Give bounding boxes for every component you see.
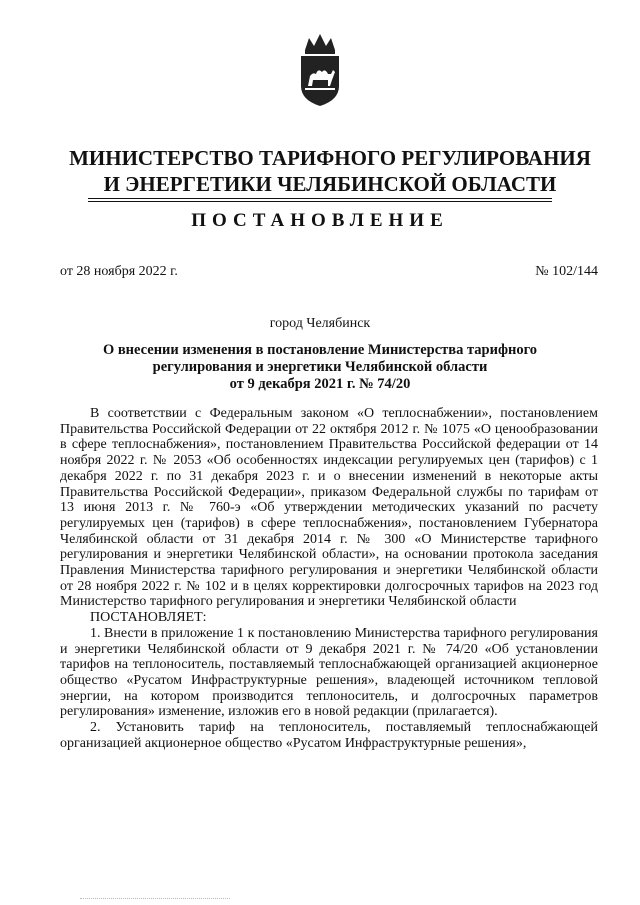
- document-city: город Челябинск: [269, 316, 371, 331]
- document-number: № 102/144: [535, 264, 598, 279]
- item-1-paragraph: 1. Внести в приложение 1 к постановлению Министерства тарифного регулирования и энергетики Челябинской области от 9 декабря 2021 г. № 74/20 «Об установлении тарифов на теплоноситель, поставляемый теплоснабжающей организацией акционерное общество «Русатом Инфраструктурные решения», владеющей источником тепловой энергии, на котором производится теплоноситель, и долгосрочных параметров регулирования» изменение, изложив его в новой редакции (прилагается).: [60, 625, 598, 720]
- document-body: [60, 406, 598, 751]
- item-2-paragraph: 2. Установить тариф на теплоноситель, поставляемый теплоснабжающей организацией акционерное общество «Русатом Инфраструктурные решения»,: [60, 720, 598, 751]
- preamble-paragraph: В соответствии с Федеральным законом «О теплоснабжении», постановлением Правительства Российской Федерации от 22 октября 2012 г. № 1075 «О ценообразовании в сфере теплоснабжения», постановлением Правительства Российской федерации от 14 ноября 2022 г. № 2053 «Об особенностях индексации регулируемых цен (тарифов) с 1 декабря 2022 г. по 31 декабря 2023 г. и о внесении изменений в некоторые акты Правительства Российской Федерации», приказом Федеральной службы по тарифам от 13 июня 2013 г. № 760-э «Об утверждении методических указаний по расчету регулируемых цен (тарифов) в сфере теплоснабжения», постановлением Губернатора Челябинской области от 31 декабря 2014 г. № 300 «О Министерстве тарифного регулирования и энергетики Челябинской области», на основании протокола заседания Правления Министерства тарифного регулирования и энергетики Челябинской области от 28 ноября 2022 г. № 102 и в целях корректировки долгосрочных тарифов на 2023 год Министерство тарифного регулирования и энергетики Челябинской области: [60, 406, 598, 610]
- scan-artifact-line: [80, 898, 230, 899]
- ministry-name-line1: МИНИСТЕРСТВО ТАРИФНОГО РЕГУЛИРОВАНИЯ: [69, 146, 591, 170]
- decree-heading: ПОСТАНОВЛЯЕТ:: [90, 610, 207, 626]
- header-divider-bottom: [88, 201, 552, 202]
- ministry-name-line2: И ЭНЕРГЕТИКИ ЧЕЛЯБИНСКОЙ ОБЛАСТИ: [103, 172, 557, 196]
- document-title: [90, 342, 550, 393]
- title-line1: О внесении изменения в постановление Министерства тарифного: [102, 342, 538, 358]
- title-line3: от 9 декабря 2021 г. № 74/20: [229, 376, 411, 392]
- chelyabinsk-coat-of-arms-icon: [295, 28, 345, 108]
- header-divider-top: [88, 198, 552, 199]
- document-type: ПОСТАНОВЛЕНИЕ: [191, 210, 449, 231]
- document-date: от 28 ноября 2022 г.: [60, 264, 178, 279]
- title-line2: регулирования и энергетики Челябинской области: [152, 359, 488, 375]
- ministry-name: [40, 145, 620, 197]
